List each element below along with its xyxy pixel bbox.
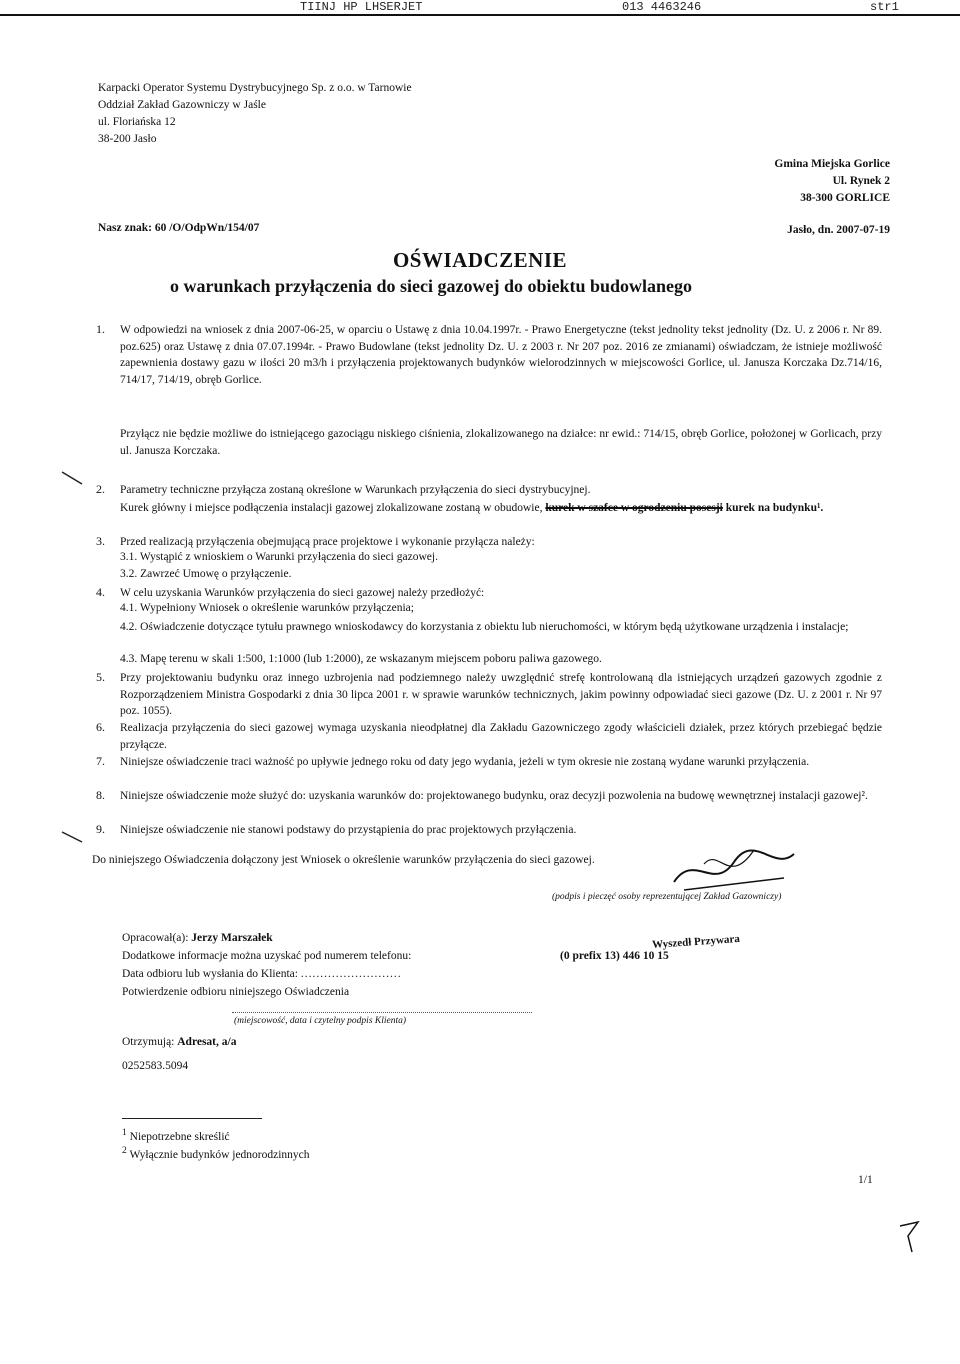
struck-text: kurek w szafce w ogrodzeniu posesji: [545, 502, 723, 514]
item-text: Przyłącz nie będzie możliwe do istniejącego gazociągu niskiego ciśnienia, zlokalizowanego na działce: nr ewid.: 714/15, obręb Gorlice, położonej w Gorlicach, przy ul. Janusza Korczaka.: [120, 428, 882, 457]
item-text: Niniejsze oświadczenie traci ważność po upływie jednego roku od daty jego wydania, jeżeli w tym okresie nie zostaną wydane warunki przyłączenia.: [120, 756, 810, 768]
received-by: Otrzymują: Adresat, a/a: [122, 1036, 237, 1048]
footnote-rule: [122, 1118, 262, 1119]
item-text: Realizacja przyłączenia do sieci gazowej wymaga uzyskania nieodpłatnej dla Zakładu Gazowniczego zgody właścicieli działek, przez których przebiegać będzie przyłącze.: [120, 722, 882, 751]
item-number: 8.: [96, 788, 105, 802]
footnote: $^1$ Niepotrzebne skreślić: [122, 1127, 230, 1143]
sender-block: [98, 80, 412, 148]
item-number: 2.: [96, 482, 105, 496]
subitem: 4.2. Oświadczenie dotyczące tytułu prawnego wnioskodawcy do korzystania z obiektu lub nieruchomości, w którym będą użytkowane urządzenia i instalacje;: [120, 621, 849, 633]
item-number: 7.: [96, 754, 105, 768]
signature-caption: (podpis i pieczęć osoby reprezentującej Zakład Gazowniczy): [552, 892, 782, 902]
item-number: 6.: [96, 720, 105, 734]
corner-scribble: [896, 1216, 926, 1256]
item-number: 3.: [96, 534, 105, 548]
fax-device-label: TIINJ HP LHSERJET: [300, 0, 423, 14]
sender-line: Karpacki Operator Systemu Dystrybucyjnego Sp. z o.o. w Tarnowie: [98, 82, 412, 94]
prepared-by: Opracował(a): Jerzy Marszałek: [122, 932, 273, 944]
page-subtitle: o warunkach przyłączenia do sieci gazowej do obiektu budowlanego: [170, 276, 693, 296]
item-text: Niniejsze oświadczenie nie stanowi podstawy do przystąpienia do prac projektowych przyłączenia.: [120, 824, 577, 836]
item-text: W celu uzyskania Warunków przyłączenia do sieci gazowej należy przedłożyć:: [120, 587, 485, 599]
receipt-signature-line: [232, 1012, 532, 1013]
receipt-caption: (miejscowość, data i czytelny podpis Klienta): [234, 1016, 407, 1026]
margin-ticks: [58, 470, 98, 850]
page-title: OŚWIADCZENIE: [392, 248, 568, 272]
item-number: 1.: [96, 322, 105, 336]
receipt-confirm: Potwierdzenie odbioru niniejszego Oświadczenia: [122, 986, 350, 998]
handwritten-stamp: Wyszedł Przywara: [651, 932, 741, 952]
item-text: W odpowiedzi na wniosek z dnia 2007-06-25, w oparciu o Ustawę z dnia 10.04.1997r. - Prawo Energetyczne (tekst jednolity tekst jednolity (Dz. U. z 2006 r. Nr 89. poz.625) oraz Ustawę z dnia 07.07.1994r. - Prawo Budowlane (tekst jednolity Dz. U. z 2003 r. Nr 207 poz. 2016 ze zmianami) oświadczam, że istnieje możliwość zapewnienia dostawy gazu w ilości 20 m3/h i przyłączenia projektowanych budynków wielorodzinnych w miejscowości Gorlice, ul. Janusza Korczaka Dz.714/16, 714/17, 714/19, obręb Gorlice.: [120, 324, 882, 386]
footnote: $^2$ Wyłącznie budynków jednorodzinnych: [122, 1145, 310, 1161]
item-number: 4.: [96, 585, 105, 599]
attachment-line: Do niniejszego Oświadczenia dołączony jest Wniosek o określenie warunków przyłączenia do sieci gazowej.: [92, 854, 595, 866]
subitem: 4.3. Mapę terenu w skali 1:500, 1:1000 (lub 1:2000), ze wskazanym miejscem poboru paliwa gazowego.: [120, 653, 602, 665]
page-count: 1/1: [858, 1174, 873, 1186]
fax-number: 013 4463246: [622, 0, 702, 14]
subitem: 4.1. Wypełniony Wniosek o określenie warunków przyłączenia;: [120, 602, 414, 614]
fax-header-rule: [0, 14, 960, 16]
recipient-line: Ul. Rynek 2: [832, 175, 890, 187]
sender-line: Oddział Zakład Gazowniczy w Jaśle: [98, 99, 266, 111]
recipient-block: [730, 156, 890, 207]
item-number: 9.: [96, 822, 105, 836]
sender-line: 38-200 Jasło: [98, 133, 157, 145]
item-text: Przed realizacją przyłączenia obejmującą prace projektowe i wykonanie przyłącza należy:: [120, 536, 535, 548]
item-text: Parametry techniczne przyłącza zostaną określone w Warunkach przyłączenia do sieci dystrybucyjnej.: [120, 484, 591, 496]
fax-page: str1: [870, 0, 899, 14]
phone-info-label: Dodatkowe informacje można uzyskać pod numerem telefonu:: [122, 950, 412, 962]
reference-number: Nasz znak: 60 /O/OdpWn/154/07: [98, 222, 260, 234]
case-number: 0252583.5094: [122, 1060, 189, 1072]
item-number: 5.: [96, 670, 105, 684]
subitem: 3.2. Zawrzeć Umowę o przyłączenie.: [120, 568, 292, 580]
recipient-line: 38-300 GORLICE: [800, 192, 890, 204]
recipient-line: Gmina Miejska Gorlice: [774, 158, 890, 170]
sender-line: ul. Floriańska 12: [98, 116, 176, 128]
subitem: 3.1. Wystąpić z wnioskiem o Warunki przyłączenia do sieci gazowej.: [120, 551, 438, 563]
item-text-with-strike: Kurek główny i miejsce podłączenia instalacji gazowej zlokalizowane zostaną w obudowie, kurek w szafce w ogrodzeniu posesji kurek na budynku¹.: [120, 502, 824, 514]
phone-number: (0 prefix 13) 446 10 15: [560, 950, 669, 962]
item-text: Przy projektowaniu budynku oraz innego uzbrojenia nad podziemnego należy uwzględnić strefę kontrolowaną dla istniejących urządzeń gazowych zgodnie z Rozporządzeniem Ministra Gospodarki z dnia 30 lipca 2001 r. w sprawie warunków technicznych, jakim powinny odpowiadać sieci gazowe (Dz. U. z 2001 r. Nr 97 poz. 1055).: [120, 672, 882, 717]
delivery-date: Data odbioru lub wysłania do Klienta: ..........................: [122, 968, 402, 980]
place-date: Jasło, dn. 2007-07-19: [787, 224, 890, 236]
item-text: Niniejsze oświadczenie może służyć do: uzyskania warunków do: projektowanego budynku, oraz decyzji pozwolenia na budowę wewnętrznej instalacji gazowej².: [120, 790, 868, 802]
